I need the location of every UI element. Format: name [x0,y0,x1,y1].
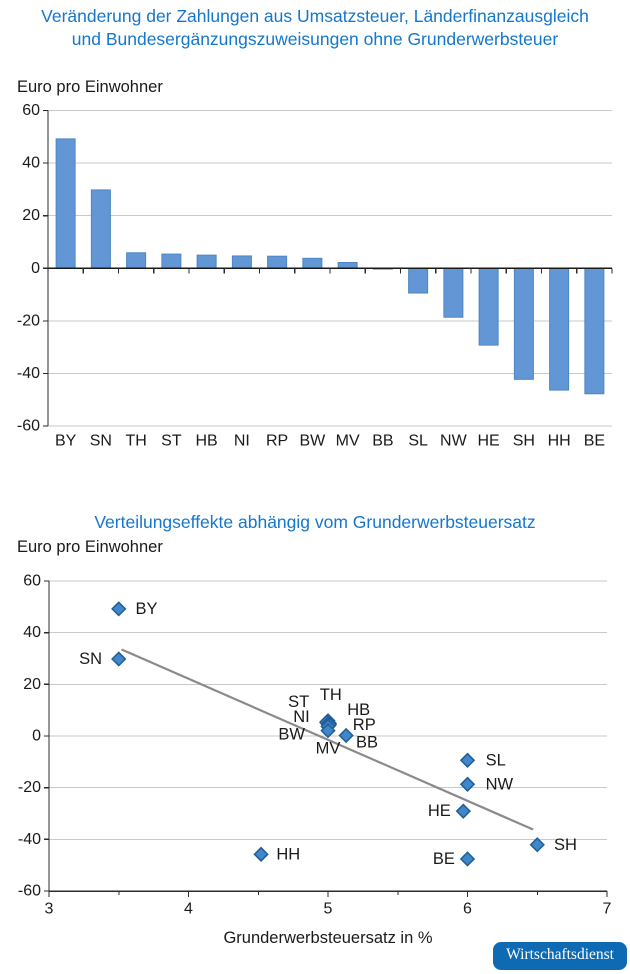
point-label-SN: SN [79,650,103,669]
scatter-x-tick-label: 5 [323,900,333,918]
bar-x-category-label: RP [266,432,289,450]
bar-SH [514,268,533,379]
point-label-HB: HB [347,700,371,719]
bar-y-tick-label: -60 [16,417,40,435]
scatter-y-tick-label: -60 [17,882,41,900]
bar-HB [197,255,216,268]
point-label-BY: BY [135,599,158,618]
bar-chart-title-line2: und Bundesergänzungszuweisungen ohne Grunderwerbsteuer [71,29,559,49]
bar-x-category-label: ST [161,432,182,450]
bar-y-tick-label: 60 [22,101,40,119]
bar-x-category-label: BY [54,432,77,450]
bar-SN [91,190,110,268]
scatter-chart-title-text: Verteilungseffekte abhängig vom Grunderwerbsteuersatz [94,512,536,532]
bar-y-tick-label: -20 [16,312,40,330]
bar-x-category-label: NI [233,432,250,450]
bar-x-category-label: MV [335,432,360,450]
scatter-chart-unit-label: Euro pro Einwohner [17,538,163,556]
bar-RP [268,256,287,268]
point-BE [461,852,474,865]
bar-y-tick-label: 20 [22,207,40,225]
scatter-x-tick-label: 7 [602,900,612,918]
bar-NW [444,268,463,317]
bar-NI [232,256,251,268]
bar-y-tick-label: -40 [16,365,40,383]
bar-BW [303,258,322,268]
point-HH [254,848,267,861]
scatter-x-tick-label: 4 [184,900,193,918]
point-label-MV: MV [315,739,341,758]
scatter-y-tick-label: 20 [23,675,41,693]
scatter-y-tick-label: 0 [32,727,41,745]
scatter-chart-title [0,511,630,534]
bar-y-tick-label: 40 [22,154,40,172]
point-SL [461,754,474,767]
bar-BE [585,268,604,393]
bar-x-category-label: HB [195,432,218,450]
bar-chart-unit-label: Euro pro Einwohner [17,78,163,96]
point-label-BB: BB [356,733,379,752]
bar-TH [127,253,146,269]
bar-ST [162,254,181,268]
point-NW [461,778,474,791]
point-label-SL: SL [485,751,506,770]
scatter-x-tick-label: 3 [44,900,54,918]
bar-HE [479,268,498,345]
bar-y-tick-label: 0 [31,259,40,277]
bar-x-category-label: SL [408,432,428,450]
scatter-y-tick-label: 40 [23,624,41,642]
scatter-x-axis-title: Grunderwerbsteuersatz in % [223,929,433,947]
point-label-HH: HH [276,845,301,864]
point-label-ST: ST [288,692,310,711]
point-label-NW: NW [485,775,514,794]
point-label-BE: BE [432,850,455,869]
bar-HH [550,268,569,390]
bar-x-category-label: HH [547,432,571,450]
scatter-y-tick-label: 60 [23,572,41,590]
point-BB [340,729,353,742]
bar-SL [409,268,428,293]
scatter-y-tick-label: -40 [17,830,41,848]
point-label-TH: TH [319,685,342,704]
point-label-BW: BW [278,725,306,744]
point-SH [531,838,544,851]
point-label-SH: SH [553,835,577,854]
bar-x-category-label: NW [440,432,467,450]
bar-chart-title-line1: Veränderung der Zahlungen aus Umsatzsteuer, Länderfinanzausgleich [41,6,589,26]
bar-x-category-label: TH [125,432,147,450]
wirtschaftsdienst-badge-label: Wirtschaftsdienst [506,946,614,963]
bar-x-category-label: SH [512,432,535,450]
bar-x-category-label: BW [299,432,326,450]
scatter-x-tick-label: 6 [463,900,472,918]
point-BY [112,602,125,615]
point-label-RP: RP [352,715,376,734]
bar-BY [56,139,75,268]
bar-x-category-label: SN [89,432,112,450]
point-label-NI: NI [293,707,310,726]
point-SN [112,652,125,665]
bar-x-category-label: HE [477,432,500,450]
point-label-HE: HE [427,802,451,821]
bar-x-category-label: BB [372,432,394,450]
scatter-y-tick-label: -20 [17,779,41,797]
bar-MV [338,263,357,269]
point-HE [457,805,470,818]
wirtschaftsdienst-badge [493,942,627,970]
bar-x-category-label: BE [583,432,606,450]
